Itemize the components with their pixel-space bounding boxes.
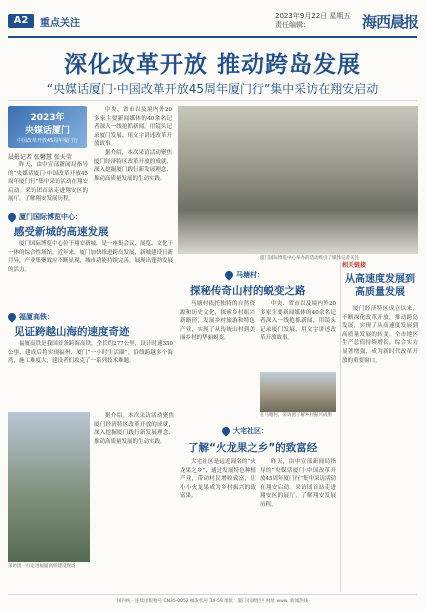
section-title-community: 了解“火龙果之乡”的致富经: [188, 442, 318, 454]
section-place-expo: 厦门国际博览中心：: [8, 212, 82, 222]
header-rule: [8, 36, 417, 38]
section-title-village: 探秘传奇山村的蜕变之路: [190, 285, 306, 297]
issue-date: 2023年9月22日 星期五: [275, 12, 351, 20]
related-sidebar: [342, 260, 418, 585]
lead-col-1: [8, 161, 88, 207]
sidebar-divider: [340, 262, 341, 592]
banner-title: 央媒话厦门: [24, 126, 70, 136]
section-body-rail: 福厦高铁是我国首条跨海高铁，全长约277公里，设计时速350公里，建成后将实现福州、厦门“一小时生活圈”。沿线跨越多个海湾，施工难度大，建设者们攻克了一系列技术难题。: [8, 341, 173, 365]
location-pin-icon: [220, 425, 231, 436]
dateline: [275, 12, 350, 30]
section-title-rail: 见证跨越山海的速度奇迹: [14, 326, 130, 338]
section-body-village-cont: 中央、省市以及境内外20多家主要新闻媒体的40余名记者深入一线抢抓新闻，用镜头记录厦门发展、用文字讲述改革开放故事。: [260, 301, 336, 342]
event-banner: [8, 106, 87, 148]
photo-caption-village: 在马塘村，采访团了解乡村振兴成果: [260, 413, 332, 418]
banner-subtitle: 中国改革开放45周年厦门行: [16, 138, 79, 144]
lead-text-2: 中央、省市以及境内外20多家主要新闻媒体的40余名记者深入一线抢抓新闻，用镜头记录厦门发展、用文字讲述改革开放故事。: [94, 107, 172, 148]
news-photo-expo: [178, 106, 418, 254]
photo-caption-expo: 厦门国际博览中心举办的活动吸引了媒体记者关注: [260, 256, 359, 261]
section-place-rail: 福厦高铁：: [8, 312, 54, 322]
news-photo-rail: [8, 412, 90, 562]
section-body-rail-cont: 据介绍，本次采访活动聚焦厦门经济特区改革开放的成就，深入挖掘厦门践行新发展理念、推动高质量发展的生动实践。: [94, 413, 174, 445]
footer-info: 国内统一连续出版物号 CN35-0052 邮发代号 34-59 地址：厦门市湖里区 网址 www. 新闻热线: [117, 599, 308, 604]
sidebar-tag: 相关链接: [342, 262, 367, 269]
location-pin-icon: [223, 269, 234, 280]
lead-col-2: [94, 106, 172, 206]
section-body-community-cont: 昨天，由中宣部新闻局指导的“央媒话厦门·中国改革开放45周年厦门行”集中采访活动在翔安启动。采访团首站走进翔安区的展厅，了解翔安发展历程。: [260, 459, 336, 508]
section-body-village: 马塘村依托独特的自然资源和历史文化，探索乡村振兴新路径，发展乡村旅游和特色产业，实现了从传统山村到美丽乡村的华丽蜕变。: [180, 301, 255, 342]
photo-caption-rail: 采访团一行走进福厦高铁建设现场: [8, 564, 76, 569]
byline: 晨报记者 张馨慧 张天莹: [8, 154, 72, 161]
headline: 深化改革开放 推动跨岛发展: [63, 52, 361, 78]
editor-line: 责任编辑：: [275, 21, 310, 29]
section-body-community: 大宅社区是远近闻名的“火龙果之乡”，通过发展特色种植产业，带动村民增收致富，让小小火龙果成为乡村振兴的致富果。: [180, 459, 256, 500]
section-title: 重点关注: [40, 18, 80, 29]
lead-text-1: 昨天，由中宣部新闻局指导的“央媒话厦门·中国改革开放45周年厦门行”集中采访活动在翔安启动。采访团首站走进翔安区的展厅，了解翔安发展历程。: [8, 162, 88, 203]
lead-text-3: 据介绍，本次采访活动聚焦厦门经济特区改革开放的成就，深入挖掘厦门践行新发展理念、推动高质量发展的生动实践。: [94, 149, 172, 182]
divider: [8, 100, 417, 101]
section-place-village: 马塘村：: [225, 270, 264, 280]
newspaper-logo: 海西晨报: [362, 13, 419, 31]
banner-year: 2023年: [30, 113, 65, 123]
section-title-expo: 感受新城的高速发展: [14, 226, 109, 238]
sidebar-body: 厦门经济特区成立以来，不断深化改革开放，推动跨岛发展，实现了从高速度发展到高质量发展的转变。全市地区生产总值持续增长，综合实力显著增强，成为新时代改革开放的重要窗口。: [342, 306, 418, 364]
page-number: A2: [8, 14, 34, 28]
subheadline: “央媒话厦门·中国改革开放45周年厦门行”集中采访在翔安启动: [46, 82, 379, 96]
sidebar-title: 从高速度发展到高质量发展: [345, 274, 415, 298]
location-pin-icon: [6, 211, 17, 222]
location-pin-icon: [6, 311, 17, 322]
news-photo-village: [260, 372, 336, 412]
section-body-expo: 厦门国际博览中心位于翔安新城，是一座集会议、展览、文化于一体的综合性场馆。近年来，厦门加快推进跨岛发展，新城建设日新月异，产业集聚效应不断显现，城市功能持续完善，展现出蓬勃发展的活力。: [8, 241, 173, 273]
section-place-community: 大宅社区：: [222, 426, 268, 436]
footer-rule: [8, 594, 417, 595]
